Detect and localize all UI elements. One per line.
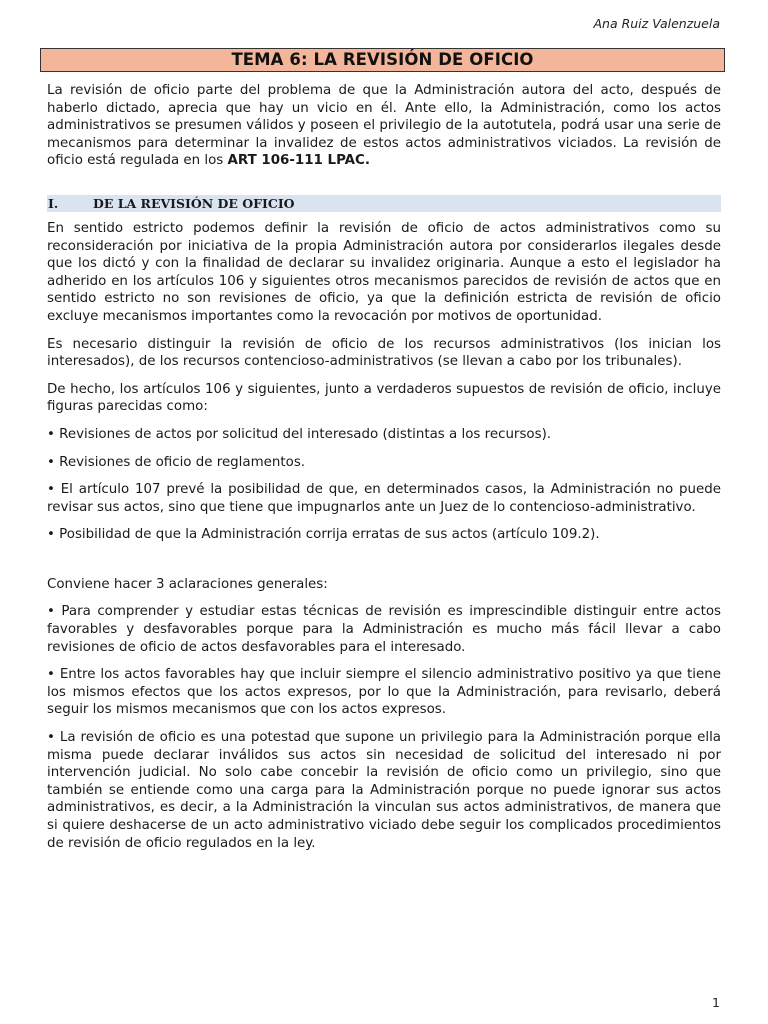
clarification-item: • Entre los actos favorables hay que incluir siempre el silencio administrativo positivo ya que tiene los mismos efectos que los actos expresos, por lo que la Administración, para revisarlo, deberá seguir los mismos mecanismos que con los actos expresos.	[47, 667, 721, 718]
bullet-item: • Revisiones de actos por solicitud del interesado (distintas a los recursos).	[47, 426, 552, 442]
bullet-item: • El artículo 107 prevé la posibilidad de que, en determinados casos, la Administración no puede revisar sus actos, sino que tiene que impugnarlos ante un Juez de lo contencioso-administrativo.	[47, 482, 721, 515]
document-author: Ana Ruiz Valenzuela	[593, 16, 720, 31]
page-number: 1	[712, 995, 720, 1010]
spacer	[47, 554, 721, 576]
document-body	[47, 82, 721, 862]
paragraph-figures-intro: De hecho, los artículos 106 y siguientes, junto a verdaderos supuestos de revisión de oficio, incluye figuras parecidas como:	[47, 381, 721, 415]
clarifications-intro: Conviene hacer 3 aclaraciones generales:	[47, 576, 328, 592]
bullet-item: • Revisiones de oficio de reglamentos.	[47, 454, 306, 470]
intro-paragraph	[47, 82, 721, 170]
section-heading	[47, 195, 721, 212]
section-heading-text: DE LA REVISIÓN DE OFICIO	[93, 195, 295, 211]
clarification-item: • La revisión de oficio es una potestad que supone un privilegio para la Administración porque ella misma puede declarar inválidos sus actos sin necesidad de solicitud del interesado ni por intervención judicial. No solo cabe concebir la revisión de oficio como un privilegio, sino que también se entiende como una carga para la Administración porque no puede ignorar sus actos administrativos, es decir, a la Administración la vinculan sus actos administrativos, de manera que si quiere deshacerse de un acto administrativo viciado debe seguir los complicados procedimientos de revisión de oficio regulados en la ley.	[47, 730, 721, 851]
bullet-item: • Posibilidad de que la Administración corrija erratas de sus actos (artículo 109.2).	[47, 527, 600, 543]
document-title: TEMA 6: LA REVISIÓN DE OFICIO	[40, 48, 725, 72]
paragraph-distinction: Es necesario distinguir la revisión de oficio de los recursos administrativos (los inician los interesados), de los recursos contencioso-administrativos (se llevan a cabo por los tribunales).	[47, 336, 721, 370]
intro-text: La revisión de oficio parte del problema de que la Administración autora del acto, después de haberlo dictado, aprecia que hay un vicio en él. Ante ello, la Administración, como los actos administrativos se presumen válidos y poseen el privilegio de la autotutela, podrá usar una serie de mecanismos para determinar la invalidez de estos actos administrativos viciados. La revisión de oficio está regulada en los	[47, 83, 721, 169]
intro-legal-reference: ART 106-111 LPAC.	[227, 153, 370, 169]
paragraph-definition: En sentido estricto podemos definir la revisión de oficio de actos administrativos como su reconsideración por iniciativa de la propia Administración autora por considerarlos ilegales desde que los dictó y con la finalidad de declarar su invalidez originaria. Aunque a esto el legislador ha adherido en los artículos 106 y siguientes otros mecanismos parecidos de revisión de actos que en sentido estricto no son revisiones de oficio, ya que la definición estricta de revisión de oficio excluye mecanismos importantes como la revocación por motivos de oportunidad.	[47, 220, 721, 324]
section-number: I.	[48, 195, 59, 211]
clarification-item: • Para comprender y estudiar estas técnicas de revisión es imprescindible distinguir entre actos favorables y desfavorables porque para la Administración es mucho más fácil llevar a cabo revisiones de oficio de actos desfavorables para el interesado.	[47, 604, 721, 655]
